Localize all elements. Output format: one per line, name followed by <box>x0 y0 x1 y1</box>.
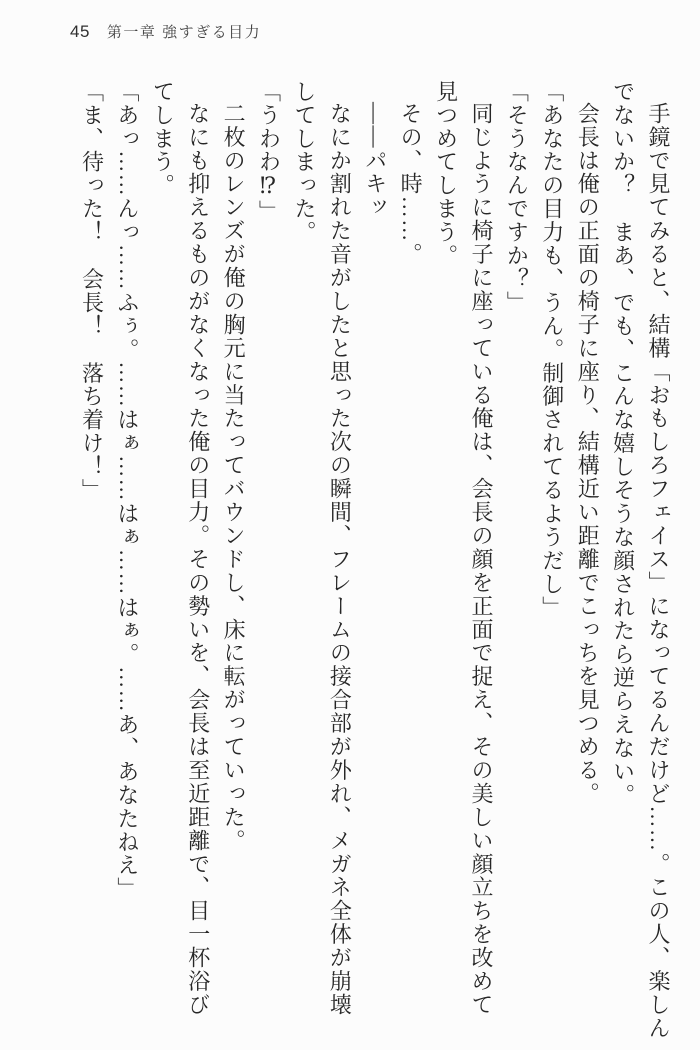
text-line: 手鏡で見てみると、結構「おもしろフェイス」になってるんだけど……。この人、楽しん <box>646 102 671 1040</box>
text-line: なにも抑えるものがなくなった俺の目力。その勢いを、会長は至近距離で、目一杯浴び <box>185 102 211 1017</box>
text-line: 「あっ……んっ……ふぅ。……はぁ……はぁ……はぁ。……あ、あなたねえ」 <box>114 80 140 901</box>
text-line: 二枚のレンズが俺の胸元に当たってバウンドし、床に転がっていった。 <box>221 102 247 853</box>
text-body <box>74 80 676 1050</box>
chapter-title: 第一章 強すぎる目力 <box>106 24 262 41</box>
text-line: その、時……。 <box>398 102 424 267</box>
text-line: てしまう。 <box>150 80 176 198</box>
text-line: なにか割れた音がしたと思った次の瞬間、フレームの接合部が外れ、メガネ全体が崩壊 <box>327 102 353 1017</box>
page-number: 45 <box>70 22 90 41</box>
page-header <box>70 21 261 42</box>
text-line: してしまった。 <box>291 80 317 245</box>
text-line: 会長は俺の正面の椅子に座り、結構近い距離でこっちを見つめる。 <box>575 102 601 806</box>
text-line: でないか？ まあ、でも、こんな嬉しそうな顔されたら逆らえない。 <box>610 80 636 807</box>
text-line: 同じように椅子に座っている俺は、会長の顔を正面で捉え、その美しい顔立ちを改めて <box>468 102 494 1017</box>
text-line: 「ま、待った！ 会長！ 落ち着け！」 <box>79 80 105 503</box>
text-line: 「あなたの目力も、うん。制御されてるようだし」 <box>539 80 565 620</box>
text-line: ――パキッ <box>362 102 388 220</box>
text-line: 「そうなんですか？」 <box>504 80 530 315</box>
text-line: 見つめてしまう。 <box>433 80 459 268</box>
text-line: 「うわわ⁉」 <box>256 80 282 224</box>
